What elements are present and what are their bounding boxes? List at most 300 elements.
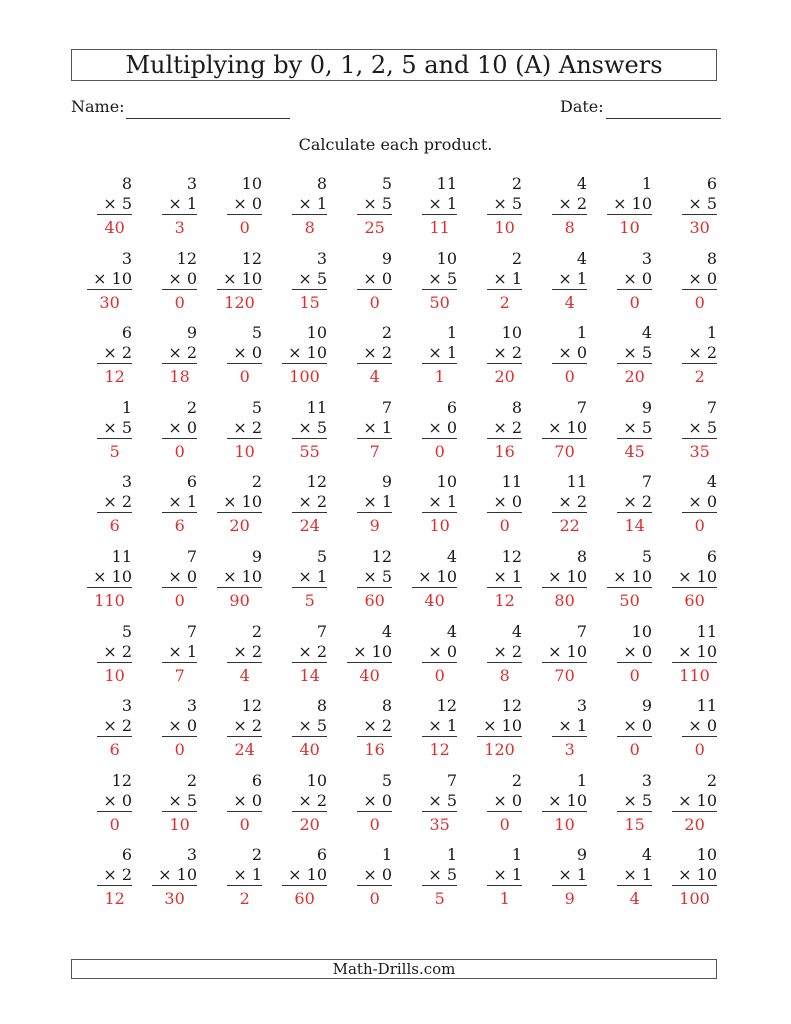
multiplier: × 0 <box>162 716 197 737</box>
problem-88 <box>526 771 591 846</box>
multiplicand: 1 <box>446 845 457 865</box>
multiplicand: 4 <box>381 621 392 641</box>
problem-stack <box>422 398 457 473</box>
multiplier: × 1 <box>552 269 587 290</box>
problem-stack <box>487 547 522 622</box>
problem-75 <box>331 696 396 771</box>
multiplicand: 8 <box>121 174 132 193</box>
problem-stack <box>617 323 652 398</box>
answer: 5 <box>434 889 445 909</box>
multiplicand: 2 <box>381 323 392 343</box>
answer: 30 <box>689 218 710 237</box>
multiplicand: 8 <box>706 248 717 268</box>
problem-23 <box>201 323 266 398</box>
answer: 14 <box>624 516 645 536</box>
multiplicand: 3 <box>186 845 197 865</box>
multiplier: × 5 <box>617 343 652 364</box>
answer: 6 <box>109 740 120 760</box>
multiplier: × 1 <box>162 194 197 215</box>
multiplier: × 10 <box>282 865 327 886</box>
multiplicand: 9 <box>251 546 262 566</box>
problem-77 <box>461 696 526 771</box>
multiplicand: 4 <box>511 621 522 641</box>
multiplier: × 0 <box>682 269 717 290</box>
problem-25 <box>331 323 396 398</box>
problem-100 <box>656 845 721 920</box>
multiplicand: 4 <box>446 621 457 641</box>
problem-stack <box>87 547 132 622</box>
problem-stack <box>97 472 132 547</box>
answer: 8 <box>499 665 510 685</box>
instructions: Calculate each product. <box>298 135 493 154</box>
multiplicand: 12 <box>436 696 457 716</box>
multiplicand: 12 <box>501 696 522 716</box>
multiplier: × 2 <box>97 642 132 663</box>
multiplicand: 3 <box>316 248 327 268</box>
answer: 80 <box>554 590 575 610</box>
multiplicand: 2 <box>251 472 262 492</box>
problem-34 <box>266 398 331 473</box>
problem-stack <box>292 398 327 473</box>
problem-stack <box>607 547 652 622</box>
answer: 24 <box>234 740 255 760</box>
answer: 16 <box>494 441 515 461</box>
multiplicand: 9 <box>641 696 652 716</box>
problem-stack <box>422 696 457 771</box>
problem-4 <box>266 174 331 249</box>
multiplier: × 1 <box>422 194 457 215</box>
multiplier: × 1 <box>422 492 457 513</box>
problem-stack <box>87 249 132 324</box>
multiplicand: 2 <box>511 770 522 790</box>
problem-98 <box>526 845 591 920</box>
multiplier: × 1 <box>227 865 262 886</box>
multiplicand: 8 <box>511 397 522 417</box>
answer: 8 <box>564 218 575 237</box>
multiplier: × 0 <box>357 791 392 812</box>
answer: 110 <box>94 590 125 610</box>
multiplier: × 0 <box>617 642 652 663</box>
problem-58 <box>526 547 591 622</box>
multiplicand: 9 <box>381 248 392 268</box>
multiplier: × 0 <box>487 492 522 513</box>
multiplicand: 7 <box>186 546 197 566</box>
multiplier: × 2 <box>617 492 652 513</box>
multiplier: × 1 <box>552 716 587 737</box>
answer: 0 <box>174 740 185 760</box>
problem-stack <box>217 472 262 547</box>
multiplicand: 10 <box>241 174 262 193</box>
problem-42 <box>136 472 201 547</box>
problem-2 <box>136 174 201 249</box>
multiplicand: 7 <box>641 472 652 492</box>
multiplier: × 5 <box>97 418 132 439</box>
answer: 20 <box>684 814 705 834</box>
problem-stack <box>617 696 652 771</box>
multiplier: × 2 <box>552 194 587 215</box>
problem-54 <box>266 547 331 622</box>
problem-14 <box>266 249 331 324</box>
problem-stack <box>162 249 197 324</box>
problem-50 <box>656 472 721 547</box>
multiplicand: 3 <box>576 696 587 716</box>
problem-stack <box>357 398 392 473</box>
problem-22 <box>136 323 201 398</box>
answer: 14 <box>299 665 320 685</box>
problem-stack <box>162 472 197 547</box>
answer: 20 <box>624 367 645 387</box>
multiplicand: 12 <box>306 472 327 492</box>
multiplier: × 2 <box>97 343 132 364</box>
answer: 2 <box>239 889 250 909</box>
problem-66 <box>396 622 461 697</box>
problem-15 <box>331 249 396 324</box>
answer: 35 <box>689 441 710 461</box>
multiplicand: 10 <box>436 472 457 492</box>
multiplier: × 1 <box>292 567 327 588</box>
multiplicand: 7 <box>381 397 392 417</box>
problem-92 <box>136 845 201 920</box>
answer: 110 <box>679 665 710 685</box>
multiplier: × 1 <box>357 418 392 439</box>
problem-90 <box>656 771 721 846</box>
multiplier: × 1 <box>162 642 197 663</box>
multiplier: × 5 <box>422 269 457 290</box>
problem-26 <box>396 323 461 398</box>
answer: 0 <box>694 516 705 536</box>
problem-43 <box>201 472 266 547</box>
problem-11 <box>71 249 136 324</box>
problem-74 <box>266 696 331 771</box>
problem-64 <box>266 622 331 697</box>
answer: 4 <box>564 292 575 312</box>
problem-stack <box>487 845 522 920</box>
multiplier: × 10 <box>542 791 587 812</box>
problem-stack <box>162 622 197 697</box>
answer: 4 <box>629 889 640 909</box>
multiplier: × 10 <box>347 642 392 663</box>
answer: 0 <box>174 292 185 312</box>
multiplier: × 10 <box>607 567 652 588</box>
multiplicand: 4 <box>641 845 652 865</box>
multiplicand: 1 <box>576 323 587 343</box>
multiplicand: 7 <box>576 621 587 641</box>
multiplier: × 1 <box>162 492 197 513</box>
answer: 12 <box>429 740 450 760</box>
problem-stack <box>357 845 392 920</box>
name-input-line[interactable] <box>126 118 290 119</box>
problem-6 <box>396 174 461 249</box>
problem-stack <box>292 696 327 771</box>
problem-57 <box>461 547 526 622</box>
problem-85 <box>331 771 396 846</box>
multiplicand: 9 <box>641 397 652 417</box>
answer: 16 <box>364 740 385 760</box>
problem-stack <box>617 845 652 920</box>
answer: 0 <box>434 441 445 461</box>
multiplier: × 2 <box>292 791 327 812</box>
multiplier: × 2 <box>682 343 717 364</box>
multiplier: × 2 <box>292 642 327 663</box>
problem-20 <box>656 249 721 324</box>
answer: 20 <box>229 516 250 536</box>
answer: 15 <box>624 814 645 834</box>
multiplier: × 2 <box>357 716 392 737</box>
multiplier: × 5 <box>422 865 457 886</box>
problem-62 <box>136 622 201 697</box>
answer: 0 <box>499 814 510 834</box>
answer: 0 <box>629 292 640 312</box>
problem-stack <box>542 398 587 473</box>
problem-stack <box>682 398 717 473</box>
multiplier: × 5 <box>292 418 327 439</box>
multiplier: × 10 <box>87 567 132 588</box>
problem-63 <box>201 622 266 697</box>
multiplicand: 7 <box>186 621 197 641</box>
multiplicand: 11 <box>696 621 717 641</box>
multiplicand: 5 <box>381 174 392 193</box>
answer: 5 <box>109 441 120 461</box>
problem-stack <box>97 696 132 771</box>
multiplier: × 2 <box>227 418 262 439</box>
multiplier: × 2 <box>552 492 587 513</box>
multiplicand: 12 <box>371 546 392 566</box>
multiplier: × 1 <box>357 492 392 513</box>
answer: 45 <box>624 441 645 461</box>
problem-stack <box>162 174 197 249</box>
problem-10 <box>656 174 721 249</box>
problem-83 <box>201 771 266 846</box>
multiplicand: 2 <box>706 770 717 790</box>
problem-stack <box>97 622 132 697</box>
problem-87 <box>461 771 526 846</box>
multiplicand: 11 <box>436 174 457 193</box>
problem-stack <box>97 398 132 473</box>
multiplier: × 10 <box>672 791 717 812</box>
problem-1 <box>71 174 136 249</box>
problem-stack <box>97 174 132 249</box>
answer: 0 <box>499 516 510 536</box>
problem-stack <box>672 547 717 622</box>
answer: 0 <box>694 740 705 760</box>
problem-37 <box>461 398 526 473</box>
multiplicand: 8 <box>576 546 587 566</box>
multiplicand: 7 <box>706 397 717 417</box>
multiplier: × 10 <box>542 418 587 439</box>
problem-stack <box>217 249 262 324</box>
problem-stack <box>422 249 457 324</box>
multiplicand: 10 <box>306 323 327 343</box>
problem-28 <box>526 323 591 398</box>
answer: 40 <box>359 665 380 685</box>
multiplicand: 11 <box>306 397 327 417</box>
problem-stack <box>422 174 457 249</box>
multiplicand: 12 <box>241 696 262 716</box>
multiplier: × 10 <box>217 567 262 588</box>
problem-stack <box>282 845 327 920</box>
multiplicand: 5 <box>641 546 652 566</box>
answer: 40 <box>299 740 320 760</box>
problem-stack <box>357 249 392 324</box>
answer: 7 <box>174 665 185 685</box>
problem-stack <box>162 696 197 771</box>
problem-30 <box>656 323 721 398</box>
date-input-line[interactable] <box>606 118 721 119</box>
multiplier: × 0 <box>617 269 652 290</box>
problem-stack <box>617 622 652 697</box>
multiplier: × 0 <box>552 343 587 364</box>
problem-76 <box>396 696 461 771</box>
problem-grid <box>71 174 721 920</box>
problem-60 <box>656 547 721 622</box>
problem-stack <box>487 174 522 249</box>
worksheet-title: Multiplying by 0, 1, 2, 5 and 10 (A) Answers <box>71 49 717 81</box>
answer: 100 <box>289 367 320 387</box>
answer: 24 <box>299 516 320 536</box>
problem-7 <box>461 174 526 249</box>
problem-stack <box>162 771 197 846</box>
answer: 12 <box>104 889 125 909</box>
problem-9 <box>591 174 656 249</box>
multiplier: × 0 <box>227 791 262 812</box>
multiplier: × 0 <box>357 269 392 290</box>
multiplier: × 10 <box>152 865 197 886</box>
multiplier: × 10 <box>672 865 717 886</box>
problem-stack <box>552 845 587 920</box>
multiplicand: 5 <box>251 323 262 343</box>
answer: 10 <box>169 814 190 834</box>
multiplicand: 6 <box>251 770 262 790</box>
answer: 0 <box>239 814 250 834</box>
problem-stack <box>162 547 197 622</box>
problem-68 <box>526 622 591 697</box>
multiplier: × 10 <box>412 567 457 588</box>
problem-stack <box>682 323 717 398</box>
multiplier: × 5 <box>617 791 652 812</box>
problem-86 <box>396 771 461 846</box>
problem-stack <box>542 622 587 697</box>
multiplier: × 2 <box>292 492 327 513</box>
answer: 100 <box>679 889 710 909</box>
multiplier: × 1 <box>487 865 522 886</box>
answer: 0 <box>629 740 640 760</box>
problem-stack <box>552 174 587 249</box>
multiplicand: 12 <box>241 248 262 268</box>
multiplicand: 3 <box>641 248 652 268</box>
problem-stack <box>672 771 717 846</box>
answer: 70 <box>554 441 575 461</box>
multiplier: × 5 <box>357 567 392 588</box>
multiplicand: 1 <box>706 323 717 343</box>
problem-stack <box>357 174 392 249</box>
problem-40 <box>656 398 721 473</box>
problem-stack <box>682 174 717 249</box>
problem-78 <box>526 696 591 771</box>
problem-stack <box>292 174 327 249</box>
answer: 0 <box>694 292 705 312</box>
multiplier: × 0 <box>487 791 522 812</box>
multiplicand: 2 <box>251 621 262 641</box>
problem-84 <box>266 771 331 846</box>
date-label: Date: <box>560 97 604 116</box>
multiplier: × 5 <box>162 791 197 812</box>
problem-19 <box>591 249 656 324</box>
problem-24 <box>266 323 331 398</box>
problem-72 <box>136 696 201 771</box>
multiplicand: 11 <box>111 546 132 566</box>
problem-stack <box>227 174 262 249</box>
multiplier: × 0 <box>357 865 392 886</box>
problem-stack <box>682 249 717 324</box>
problem-stack <box>682 696 717 771</box>
multiplier: × 0 <box>227 343 262 364</box>
problem-stack <box>542 771 587 846</box>
multiplicand: 4 <box>706 472 717 492</box>
multiplier: × 10 <box>477 716 522 737</box>
answer: 50 <box>429 292 450 312</box>
answer: 0 <box>174 590 185 610</box>
answer: 50 <box>619 590 640 610</box>
answer: 0 <box>239 218 250 237</box>
problem-70 <box>656 622 721 697</box>
multiplier: × 1 <box>552 865 587 886</box>
problem-stack <box>422 472 457 547</box>
problem-stack <box>292 771 327 846</box>
problem-stack <box>227 771 262 846</box>
multiplier: × 5 <box>357 194 392 215</box>
problem-82 <box>136 771 201 846</box>
answer: 20 <box>494 367 515 387</box>
multiplier: × 5 <box>682 418 717 439</box>
answer: 0 <box>239 367 250 387</box>
multiplicand: 9 <box>381 472 392 492</box>
problem-stack <box>162 398 197 473</box>
multiplier: × 0 <box>617 716 652 737</box>
problem-12 <box>136 249 201 324</box>
multiplicand: 2 <box>186 397 197 417</box>
multiplier: × 0 <box>162 567 197 588</box>
problem-67 <box>461 622 526 697</box>
multiplier: × 1 <box>422 716 457 737</box>
multiplicand: 9 <box>186 323 197 343</box>
answer: 22 <box>559 516 580 536</box>
problem-stack <box>422 771 457 846</box>
problem-stack <box>357 323 392 398</box>
multiplicand: 2 <box>186 770 197 790</box>
multiplicand: 8 <box>316 174 327 193</box>
multiplicand: 4 <box>446 546 457 566</box>
multiplicand: 6 <box>446 397 457 417</box>
multiplicand: 9 <box>576 845 587 865</box>
multiplier: × 2 <box>162 343 197 364</box>
problem-48 <box>526 472 591 547</box>
problem-36 <box>396 398 461 473</box>
problem-stack <box>412 547 457 622</box>
problem-39 <box>591 398 656 473</box>
answer: 1 <box>499 889 510 909</box>
multiplier: × 10 <box>542 642 587 663</box>
answer: 0 <box>369 889 380 909</box>
problem-99 <box>591 845 656 920</box>
problem-81 <box>71 771 136 846</box>
problem-stack <box>217 547 262 622</box>
answer: 6 <box>174 516 185 536</box>
multiplicand: 3 <box>641 770 652 790</box>
problem-56 <box>396 547 461 622</box>
problem-29 <box>591 323 656 398</box>
multiplier: × 5 <box>617 418 652 439</box>
answer: 2 <box>499 292 510 312</box>
